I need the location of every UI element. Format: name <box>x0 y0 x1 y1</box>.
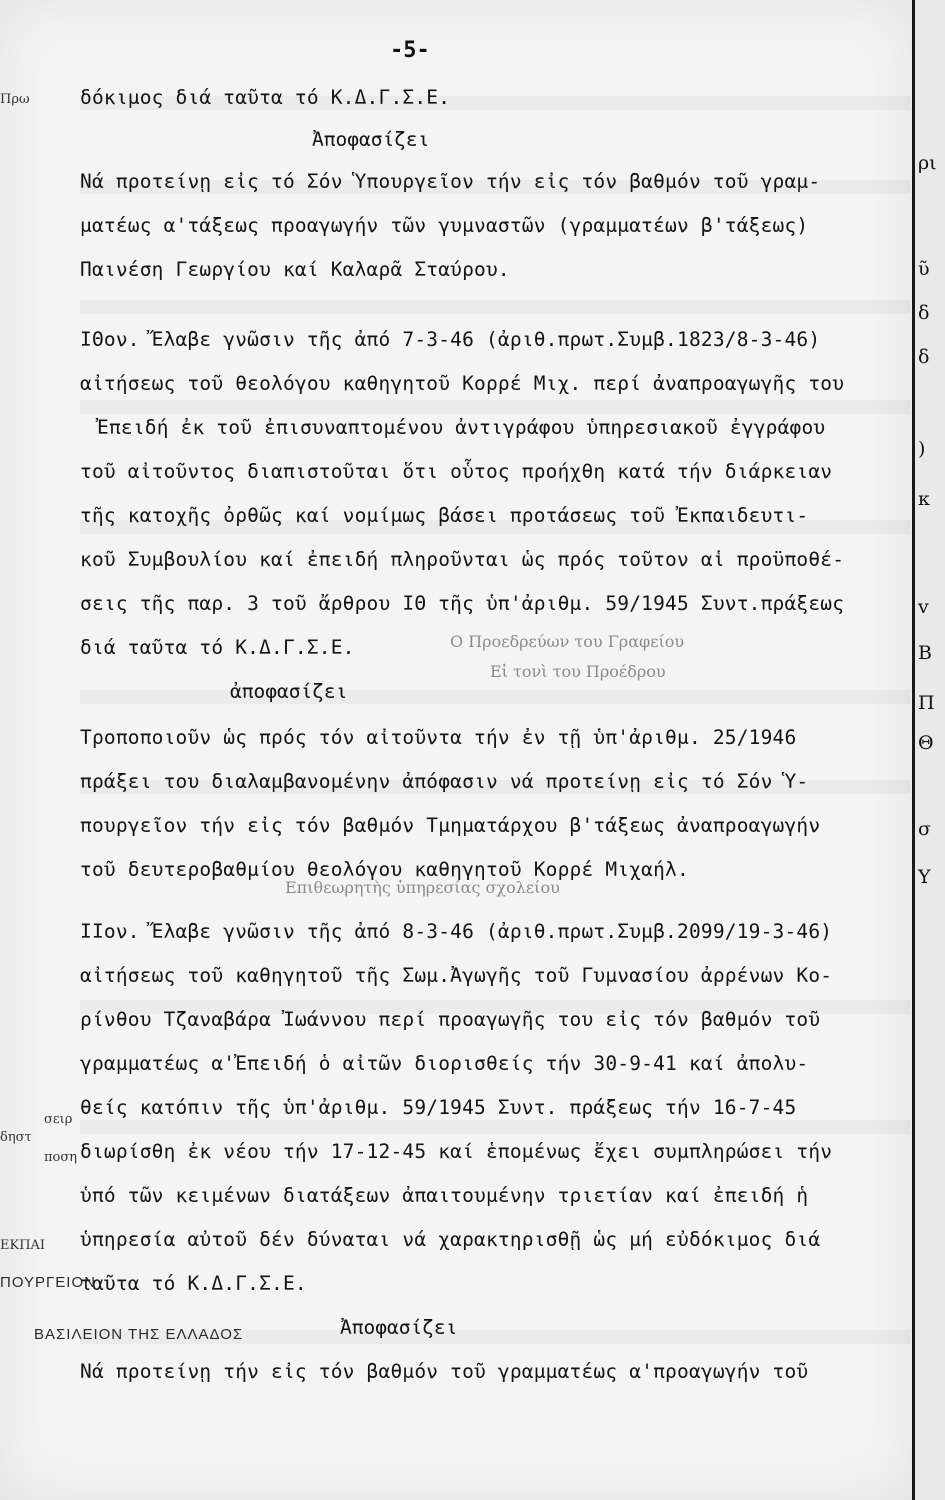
text-line-l21: θείς κατόπιν τῆς ὑπ'ἀριθμ. 59/1945 Συντ. πράξεως τήν 16-7-45 <box>80 1096 797 1119</box>
text-line-l16: τοῦ δευτεροβαθμίου θεολόγου καθηγητοῦ Κορρέ Μιχαήλ. <box>80 858 689 881</box>
text-line-l17: ΙΙον. Ἔλαβε γνῶσιν τῆς ἀπό 8-3-46 (ἀριθ.πρωτ.Συμβ.2099/19-3-46) <box>80 920 833 943</box>
bleed-band <box>80 400 910 414</box>
margin-fragment-m5: ΕΚΠΑΙ <box>0 1238 46 1253</box>
edge-char-e12: Υ <box>918 866 931 888</box>
margin-fragment-m2: σειρ <box>44 1112 73 1127</box>
text-line-l4: Παινέση Γεωργίου καί Καλαρᾶ Σταύρου. <box>80 258 510 281</box>
text-line-l9: τῆς κατοχῆς ὀρθῶς καί νομίμως βάσει προτάσεως τοῦ Ἐκπαιδευτι- <box>80 504 809 527</box>
stamp-text-s2: ΒΑΣΙΛΕΙΟΝ ΤΗΣ ΕΛΛΑΔΟΣ <box>34 1326 244 1343</box>
bleed-band <box>80 1120 910 1134</box>
decision-heading-h2: ἀποφασίζει <box>230 680 348 703</box>
text-line-l2: Νά προτείνῃ εἰς τό Σόν Ὑπουργεῖον τήν εἰς τόν βαθμόν τοῦ γραμ- <box>80 170 821 193</box>
text-line-l23: ὑπό τῶν κειμένων διατάξεων ἀπαιτουμένην τριετίαν καί ἐπειδή ἡ <box>80 1184 809 1207</box>
edge-char-e4: δ <box>918 346 930 368</box>
text-line-l12: διά ταῦτα τό Κ.Δ.Γ.Σ.Ε. <box>80 636 355 659</box>
edge-char-e2: ῦ <box>918 258 930 280</box>
decision-heading-h1: Ἀποφασίζει <box>312 128 430 151</box>
edge-char-e11: σ <box>918 818 931 840</box>
text-line-l15: πουργεῖον τήν εἰς τόν βαθμόν Τμηματάρχου β'τάξεως ἀναπροαγωγήν <box>80 814 821 837</box>
bleed-band <box>80 300 910 314</box>
edge-char-e10: Θ <box>918 732 934 754</box>
text-line-l18: αἰτήσεως τοῦ καθηγητοῦ τῆς Σωμ.Ἀγωγῆς τοῦ Γυμνασίου ἀρρένων Κο- <box>80 964 833 987</box>
text-line-l8: τοῦ αἰτοῦντος διαπιστοῦται ὅτι οὗτος προήχθη κατά τήν διάρκειαν <box>80 460 833 483</box>
text-line-l20: γραμματέως α'Ἐπειδή ὁ αἰτῶν διορισθείς τήν 30-9-41 καί ἀπολυ- <box>80 1052 809 1075</box>
ghost-text-g3: Επιθεωρητὴς ὑπηρεσίας σχολείου <box>285 878 560 897</box>
edge-char-e5: ) <box>918 438 926 460</box>
text-line-l11: σεις τῆς παρ. 3 τοῦ ἄρθρου ΙΘ τῆς ὑπ'ἀριθμ. 59/1945 Συντ.πράξεως <box>80 592 845 615</box>
margin-fragment-m4: ποση <box>44 1150 78 1165</box>
text-line-l10: κοῦ Συμβουλίου καί ἐπειδή πληροῦνται ὡς πρός τοῦτον αἱ προϋποθέ- <box>80 548 845 571</box>
page-number: -5- <box>390 38 430 63</box>
text-line-l14: πράξει του διαλαμβανομένην ἀπόφασιν νά προτείνῃ εἰς τό Σόν Ὑ- <box>80 770 809 793</box>
text-line-l19: ρίνθου Τζαναβάρα Ἰωάννου περί προαγωγῆς του εἰς τόν βαθμόν τοῦ <box>80 1008 821 1031</box>
bleed-band <box>80 690 910 704</box>
decision-heading-h3: Ἀποφασίζει <box>340 1316 458 1339</box>
edge-char-e8: Β <box>918 642 932 664</box>
text-line-l7: Ἐπειδή ἐκ τοῦ ἐπισυναπτομένου ἀντιγράφου ὑπηρεσιακοῦ ἐγγράφου <box>97 416 826 439</box>
margin-fragment-m1: Πρω <box>0 92 30 107</box>
text-line-l3: ματέως α'τάξεως προαγωγήν τῶν γυμναστῶν (γραμματέων β'τάξεως) <box>80 214 809 237</box>
edge-char-e6: κ <box>918 488 930 510</box>
edge-char-e9: Π <box>918 692 935 714</box>
margin-fragment-m3: δηστ <box>0 1130 32 1145</box>
edge-char-e3: δ <box>918 302 930 324</box>
text-line-l13: Τροποποιοῦν ὡς πρός τόν αἰτοῦντα τήν ἐν τῇ ὑπ'ἀριθμ. 25/1946 <box>80 726 797 749</box>
ghost-text-g1: Ο Προεδρεύων του Γραφείου <box>450 632 685 651</box>
text-line-l24: ὑπηρεσία αὐτοῦ δέν δύναται νά χαρακτηρισθῇ ὡς μή εὐδόκιμος διά <box>80 1228 821 1251</box>
text-line-l6: αἰτήσεως τοῦ θεολόγου καθηγητοῦ Κορρέ Μιχ. περί ἀναπροαγωγῆς του <box>80 372 845 395</box>
text-line-l22: διωρίσθη ἐκ νέου τήν 17-12-45 καί ἑπομένως ἔχει συμπληρώσει τήν <box>80 1140 833 1163</box>
ghost-text-g2: Εἰ τονὶ του Προέδρου <box>490 662 666 681</box>
edge-char-e7: v <box>918 596 929 618</box>
edge-char-e1: ρι <box>918 152 937 174</box>
text-line-l25: ταῦτα τό Κ.Δ.Γ.Σ.Ε. <box>80 1272 307 1295</box>
text-line-l26: Νά προτείνῃ τήν εἰς τόν βαθμόν τοῦ γραμματέως α'προαγωγήν τοῦ <box>80 1360 809 1383</box>
text-line-l5: ΙΘον. Ἔλαβε γνῶσιν τῆς ἀπό 7-3-46 (ἀριθ.πρωτ.Συμβ.1823/8-3-46) <box>80 328 821 351</box>
text-line-l1: δόκιμος διά ταῦτα τό Κ.Δ.Γ.Σ.Ε. <box>80 86 451 109</box>
stamp-text-s1: ΠΟΥΡΓΕΙΟΝ <box>0 1274 96 1291</box>
